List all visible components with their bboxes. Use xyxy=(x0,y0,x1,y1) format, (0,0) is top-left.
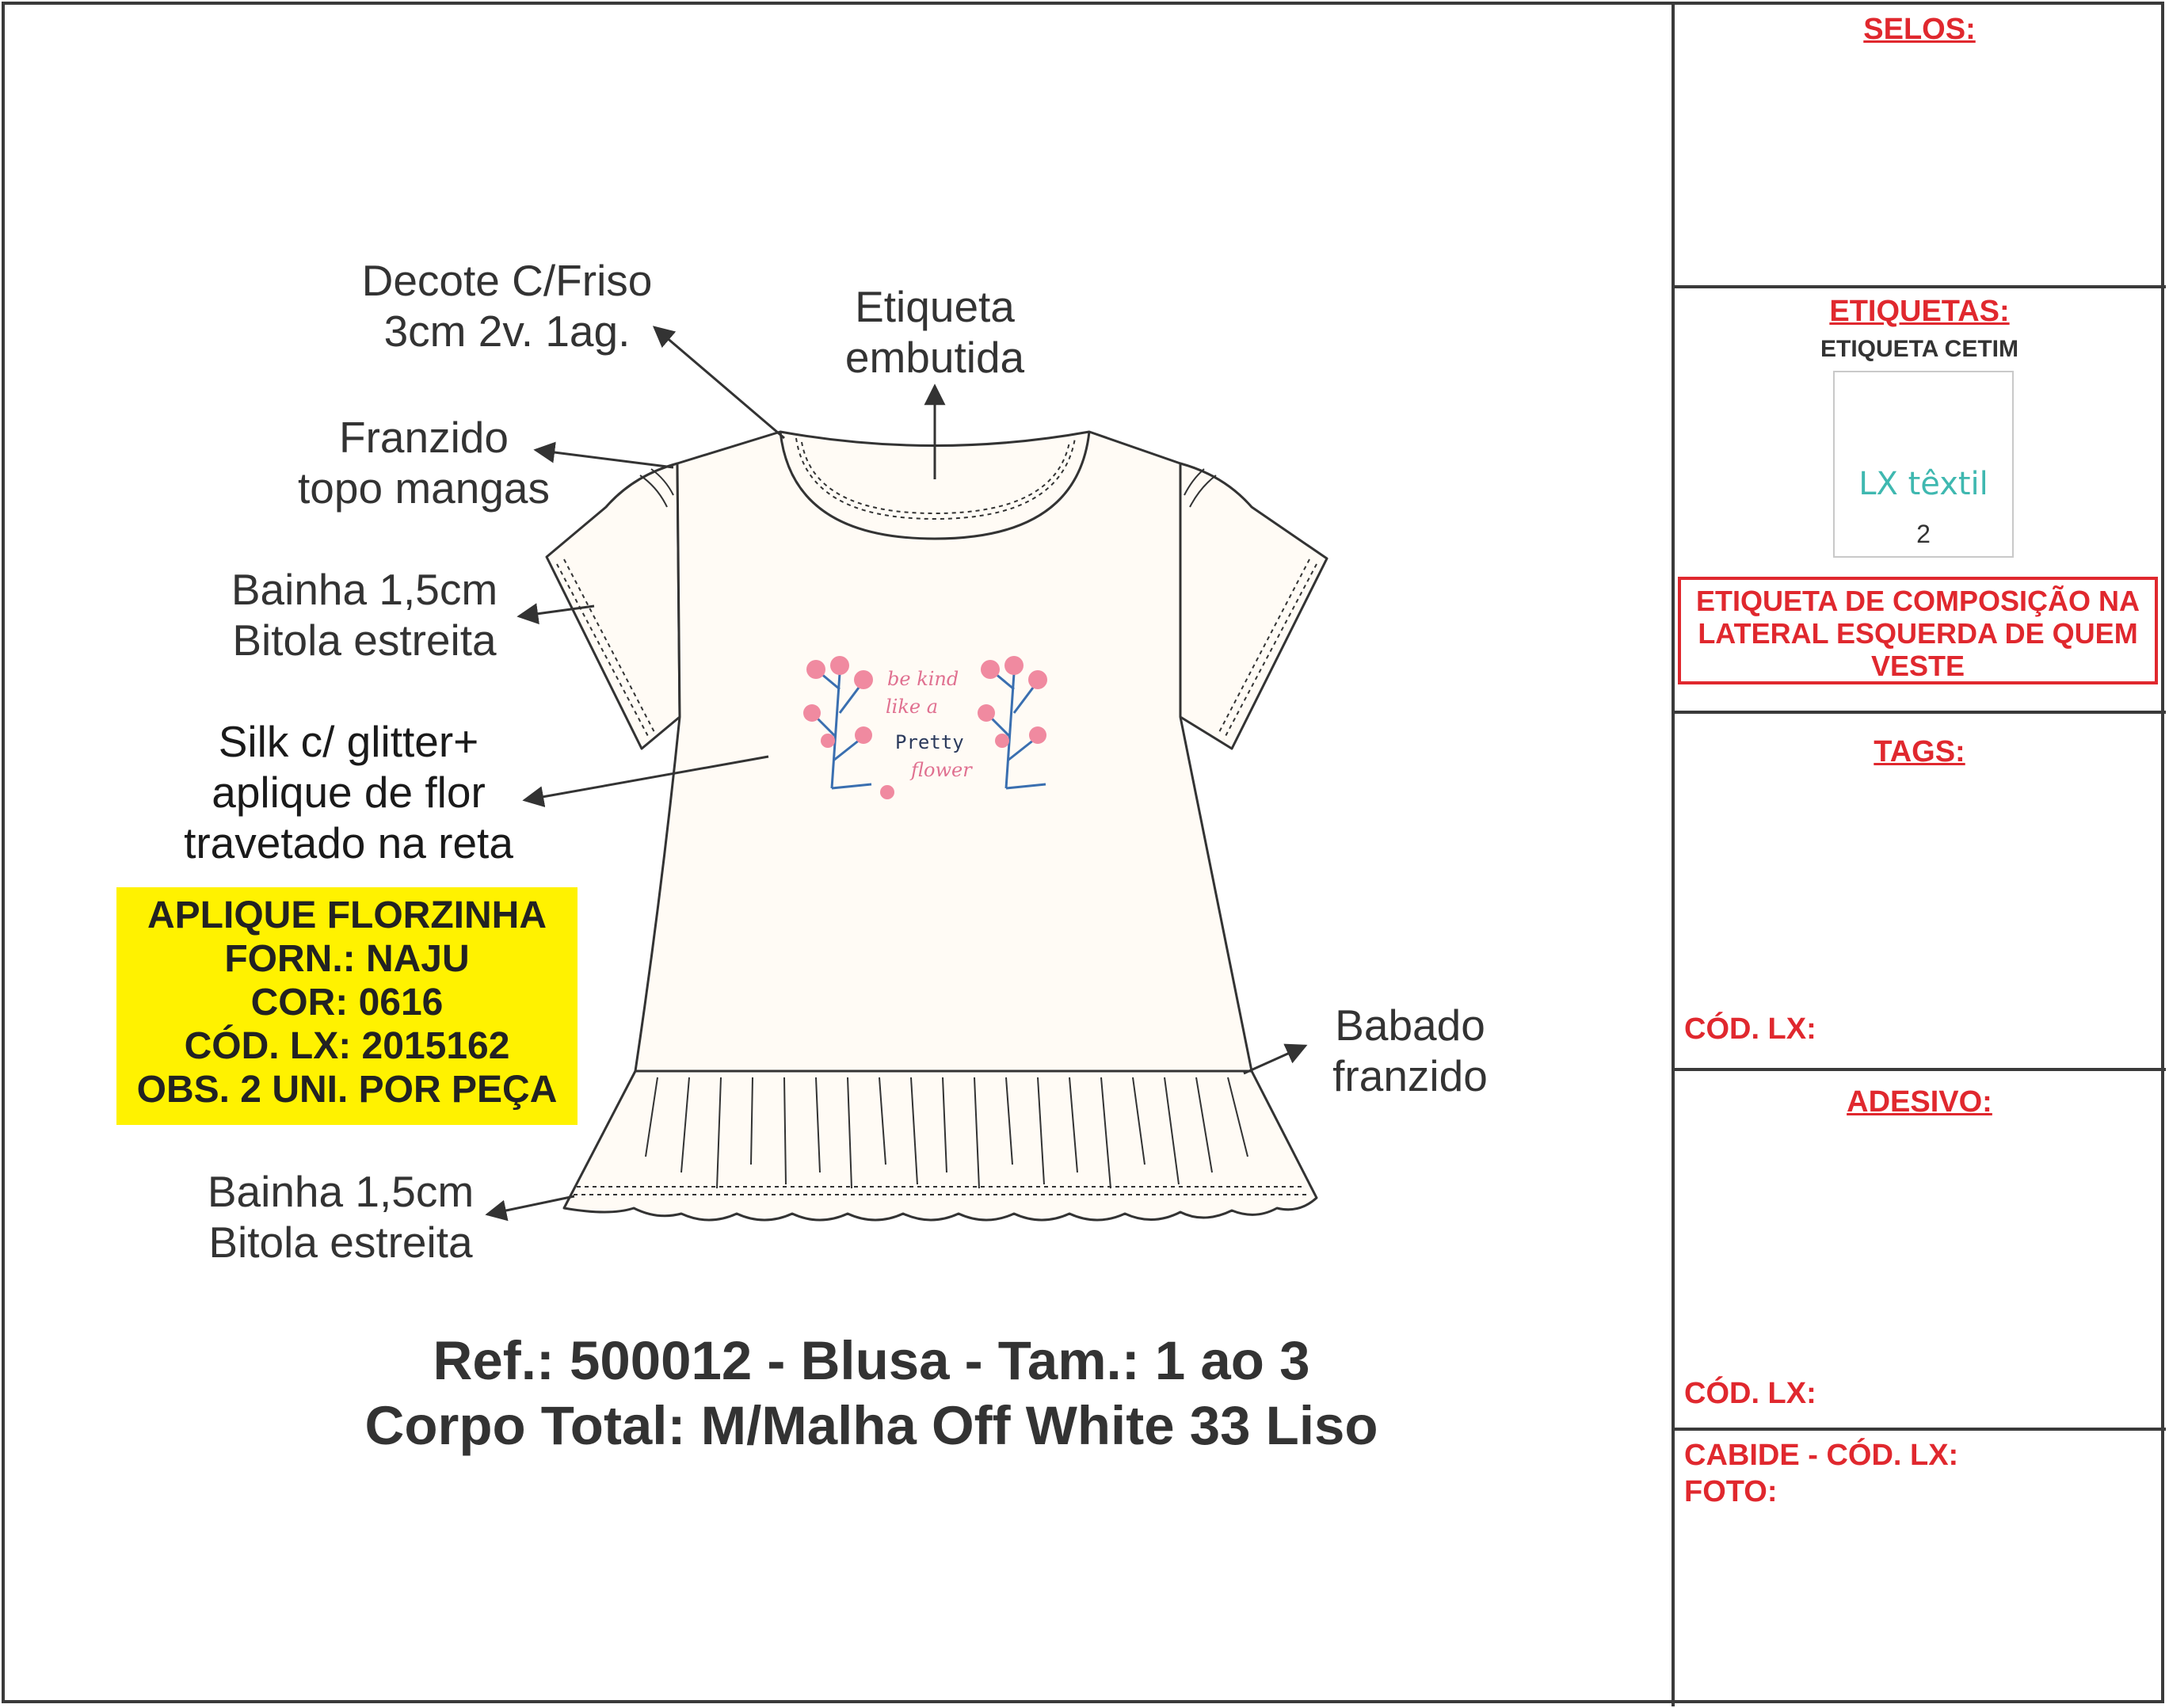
print-text-2: like a xyxy=(886,696,939,718)
note-franzido xyxy=(261,412,586,513)
foto-label: FOTO: xyxy=(1684,1475,1778,1508)
note-babado xyxy=(1299,1000,1521,1101)
note-bainha-manga-line1: Bainha 1,5cm xyxy=(231,565,498,614)
composicao-line3: VESTE xyxy=(1870,650,1965,682)
aplique-line4: CÓD. LX: 2015162 xyxy=(184,1025,510,1067)
note-bainha-manga xyxy=(198,564,531,665)
aplique-box xyxy=(116,887,578,1125)
print-text-4: flower xyxy=(911,759,972,781)
reference-line1: Ref.: 500012 - Blusa - Tam.: 1 ao 3 xyxy=(433,1330,1310,1391)
aplique-line3: COR: 0616 xyxy=(250,982,444,1024)
print-text-3: Pretty xyxy=(895,731,964,753)
note-bainha-barra xyxy=(174,1166,507,1268)
composicao-box xyxy=(1678,577,2158,684)
brand-name: LX têxtil xyxy=(1858,466,1988,502)
arrow-babado xyxy=(1244,1046,1306,1073)
composicao-line2: LATERAL ESQUERDA DE QUEM xyxy=(1698,617,2138,650)
aplique-line2: FORN.: NAJU xyxy=(224,938,470,980)
aplique-line1: APLIQUE FLORZINHA xyxy=(147,894,547,936)
note-etiqueta xyxy=(808,281,1062,383)
tags-cod: CÓD. LX: xyxy=(1684,1012,1816,1046)
note-decote xyxy=(317,255,697,356)
etiqueta-cetim: ETIQUETA CETIM xyxy=(1820,336,2018,362)
note-etiqueta-line1: Etiqueta xyxy=(855,282,1015,331)
note-silk xyxy=(158,716,539,868)
note-decote-line2: 3cm 2v. 1ag. xyxy=(383,307,631,356)
note-franzido-line1: Franzido xyxy=(339,413,509,462)
note-bainha-barra-line2: Bitola estreita xyxy=(208,1218,473,1267)
note-etiqueta-line2: embutida xyxy=(844,333,1025,382)
reference-line2: Corpo Total: M/Malha Off White 33 Liso xyxy=(364,1395,1378,1456)
tags-title: TAGS: xyxy=(1874,735,1965,768)
note-babado-line2: franzido xyxy=(1332,1051,1488,1100)
print-text-1: be kind xyxy=(887,668,959,690)
etiquetas-title: ETIQUETAS: xyxy=(1829,295,2010,328)
brand-label xyxy=(1833,371,2014,558)
note-bainha-manga-line2: Bitola estreita xyxy=(232,616,497,665)
note-bainha-barra-line1: Bainha 1,5cm xyxy=(207,1167,475,1216)
adesivo-cod: CÓD. LX: xyxy=(1684,1377,1816,1410)
adesivo-title: ADESIVO: xyxy=(1847,1085,1992,1119)
note-silk-line1: Silk c/ glitter+ xyxy=(218,717,479,766)
note-decote-line1: Decote C/Friso xyxy=(361,256,653,305)
blouse xyxy=(547,432,1327,1220)
cabide-label: CABIDE - CÓD. LX: xyxy=(1684,1439,1959,1472)
note-franzido-line2: topo mangas xyxy=(298,463,550,513)
note-babado-line1: Babado xyxy=(1335,1001,1485,1050)
composicao-line1: ETIQUETA DE COMPOSIÇÃO NA xyxy=(1695,585,2140,617)
ruffle xyxy=(564,1071,1317,1220)
aplique-line5: OBS. 2 UNI. POR PEÇA xyxy=(136,1069,558,1111)
right-sleeve xyxy=(1180,463,1327,749)
note-silk-line2: aplique de flor xyxy=(212,768,486,817)
selos-title: SELOS: xyxy=(1863,13,1976,46)
label-number: 2 xyxy=(1916,520,1931,548)
note-silk-line3: travetado na reta xyxy=(184,818,513,867)
